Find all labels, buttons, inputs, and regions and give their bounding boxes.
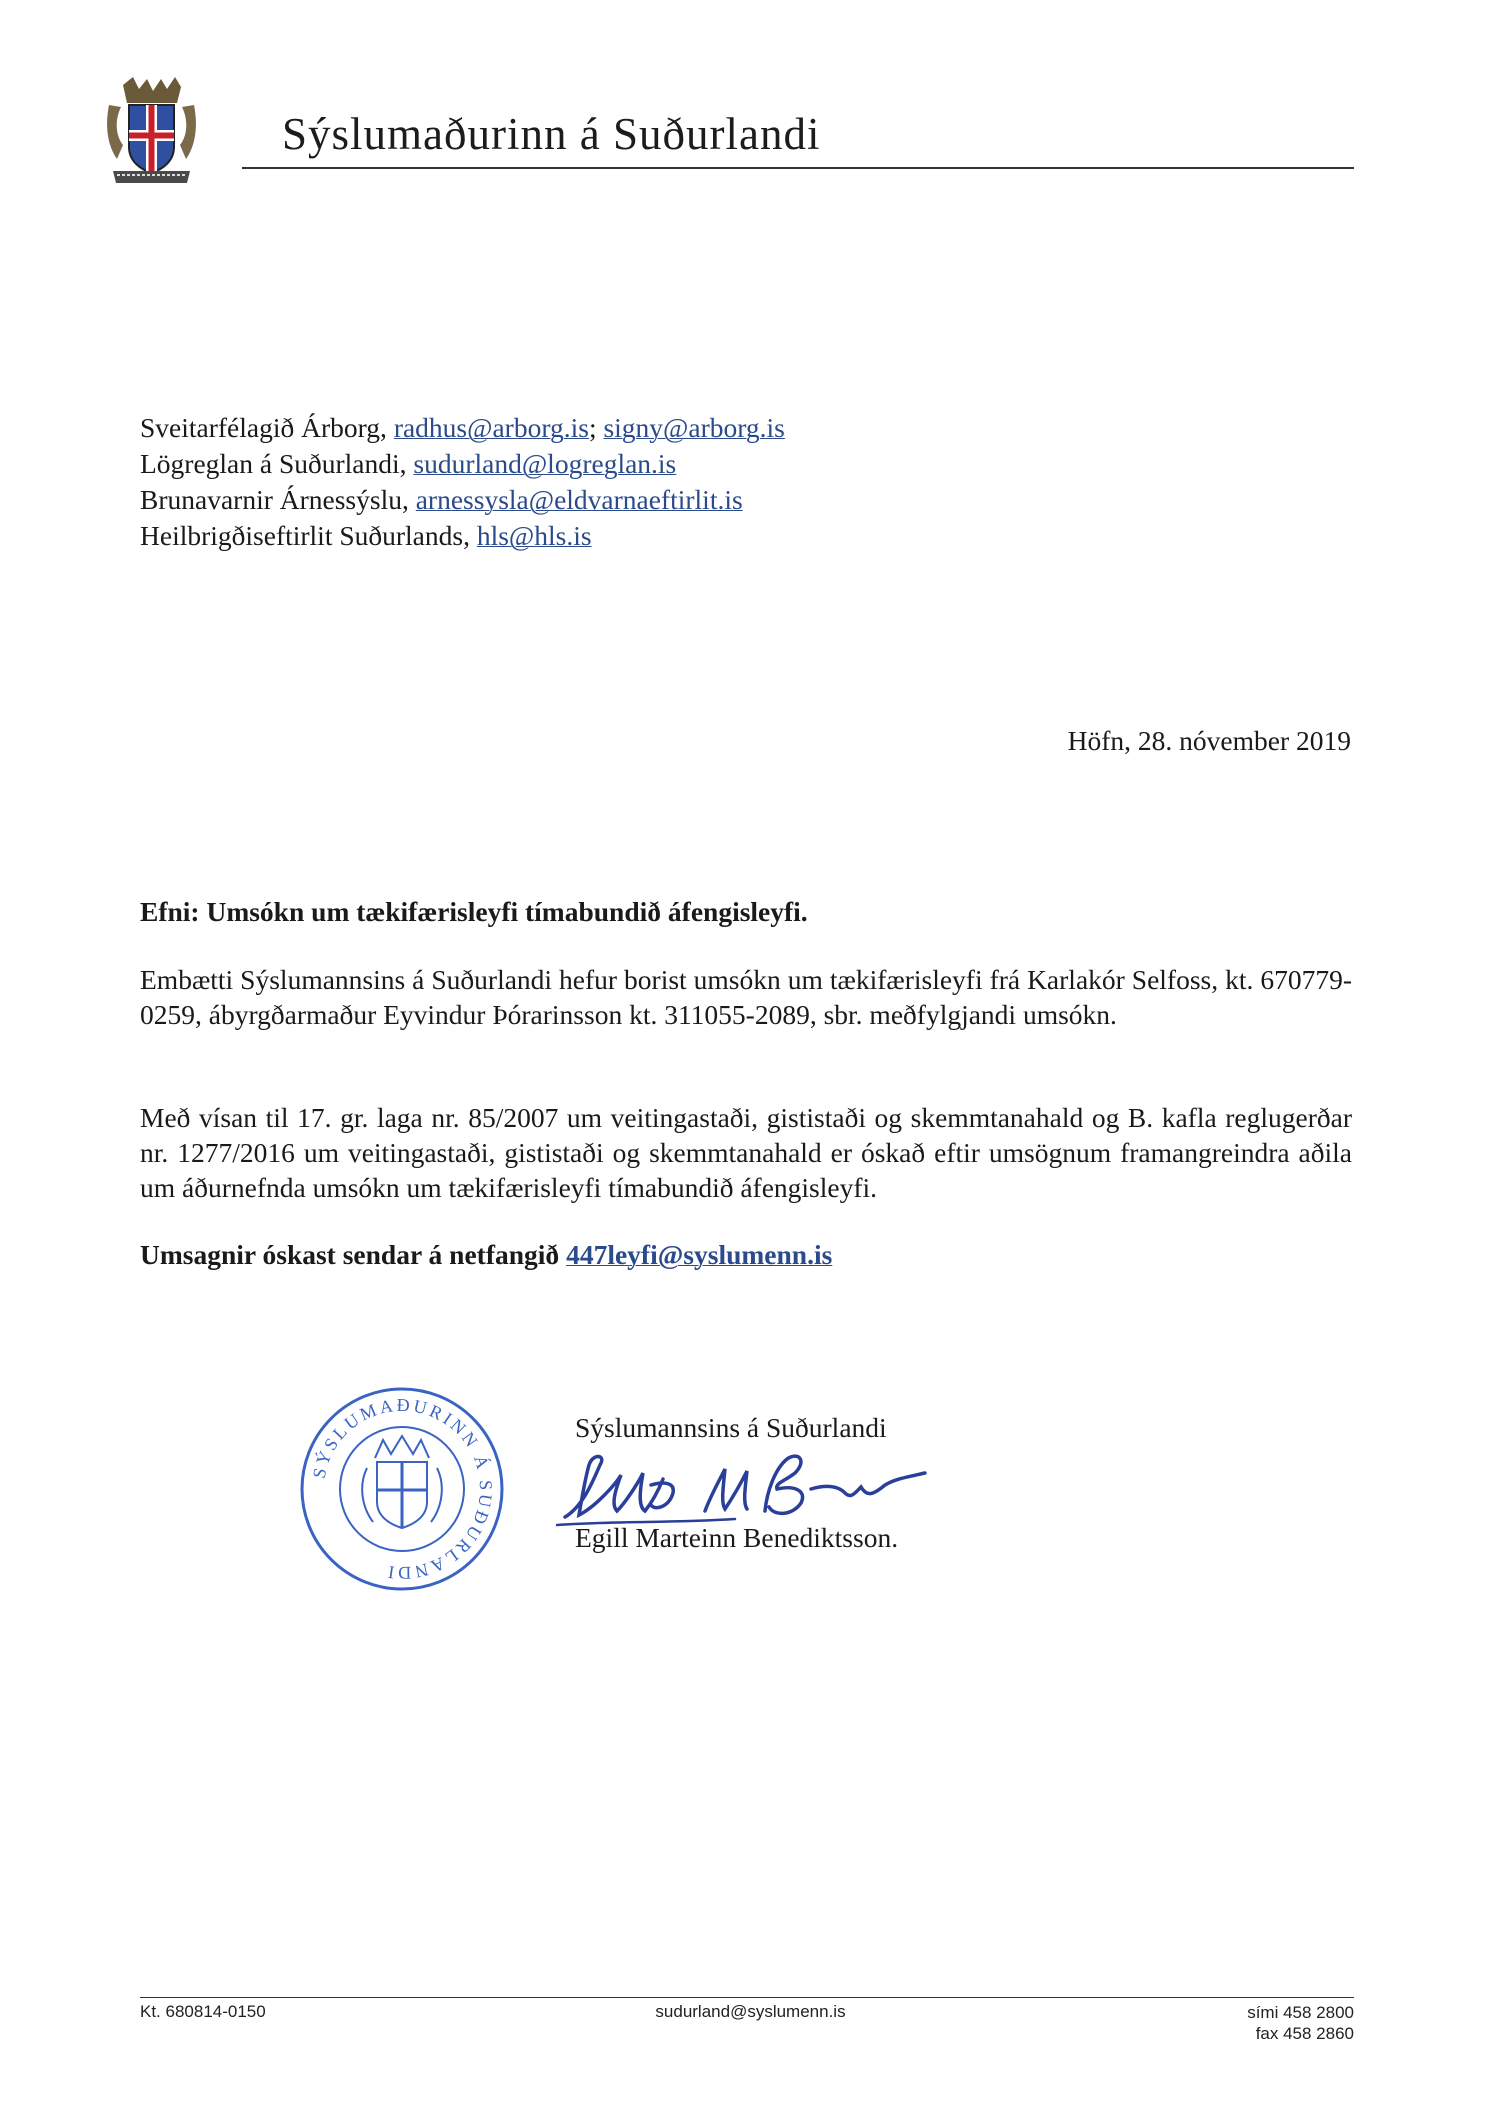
recipient-name: Sveitarfélagið Árborg, (140, 412, 394, 443)
body-paragraph-2: Með vísan til 17. gr. laga nr. 85/2007 um veitingastaði, gististaði og skemmtanahald og B. kafla reglugerðar nr. 1277/2016 um veitingastaði, gististaði og skemmtanahald er óskað eftir umsögnum framangreindra aðila um áðurnefnda umsókn um tækifærisleyfi tímabundið áfengisleyfi. (140, 1102, 1352, 1203)
stamp-ring-text: SÝSLUMAÐURINN Á SUÐURLANDI (308, 1394, 497, 1584)
footer-rule (140, 1997, 1354, 1998)
recipient-line (140, 410, 785, 446)
reviews-text: Umsagnir óskast sendar á netfangið (140, 1239, 567, 1270)
recipients-block (140, 410, 785, 554)
footer-email: sudurland@syslumenn.is (655, 2002, 846, 2021)
org-name: Sýslumaðurinn á Suðurlandi (282, 109, 821, 159)
footer-fax: fax 458 2860 (1255, 2024, 1354, 2043)
letter-date: Höfn, 28. nóvember 2019 (1067, 725, 1351, 756)
subject-line: Efni: Umsókn um tækifærisleyfi tímabundið áfengisleyfi. (140, 896, 808, 927)
coat-of-arms-icon (103, 75, 200, 187)
footer-contact (1247, 2002, 1354, 2044)
footer-phone: sími 458 2800 (1247, 2003, 1354, 2022)
recipient-name: Brunavarnir Árnessýslu, (140, 484, 416, 515)
recipient-line (140, 482, 785, 518)
reviews-email-link[interactable]: 447leyfi@syslumenn.is (566, 1239, 833, 1270)
footer-kennitala: Kt. 680814-0150 (140, 2002, 266, 2021)
email-link[interactable]: sudurland@logreglan.is (413, 448, 677, 479)
signature-office: Sýslumannsins á Suðurlandi (575, 1412, 887, 1443)
header-rule (242, 167, 1354, 169)
signatory-name: Egill Marteinn Benediktsson. (575, 1522, 899, 1553)
recipient-line (140, 446, 785, 482)
official-stamp-icon (297, 1384, 507, 1594)
recipient-line (140, 518, 785, 554)
email-link[interactable]: radhus@arborg.is (393, 412, 589, 443)
email-link[interactable]: signy@arborg.is (603, 412, 785, 443)
email-link[interactable]: hls@hls.is (476, 520, 592, 551)
recipient-name: Heilbrigðiseftirlit Suðurlands, (140, 520, 477, 551)
separator: ; (588, 412, 604, 443)
reviews-line (140, 1239, 832, 1271)
body-paragraph-1: Embætti Sýslumannsins á Suðurlandi hefur borist umsókn um tækifærisleyfi frá Karlakór Selfoss, kt. 670779-0259, ábyrgðarmaður Eyvindur Þórarinsson kt. 311055-2089, sbr. meðfylgjandi umsókn. (140, 964, 1352, 1030)
recipient-name: Lögreglan á Suðurlandi, (140, 448, 414, 479)
email-link[interactable]: arnessysla@eldvarnaeftirlit.is (415, 484, 743, 515)
